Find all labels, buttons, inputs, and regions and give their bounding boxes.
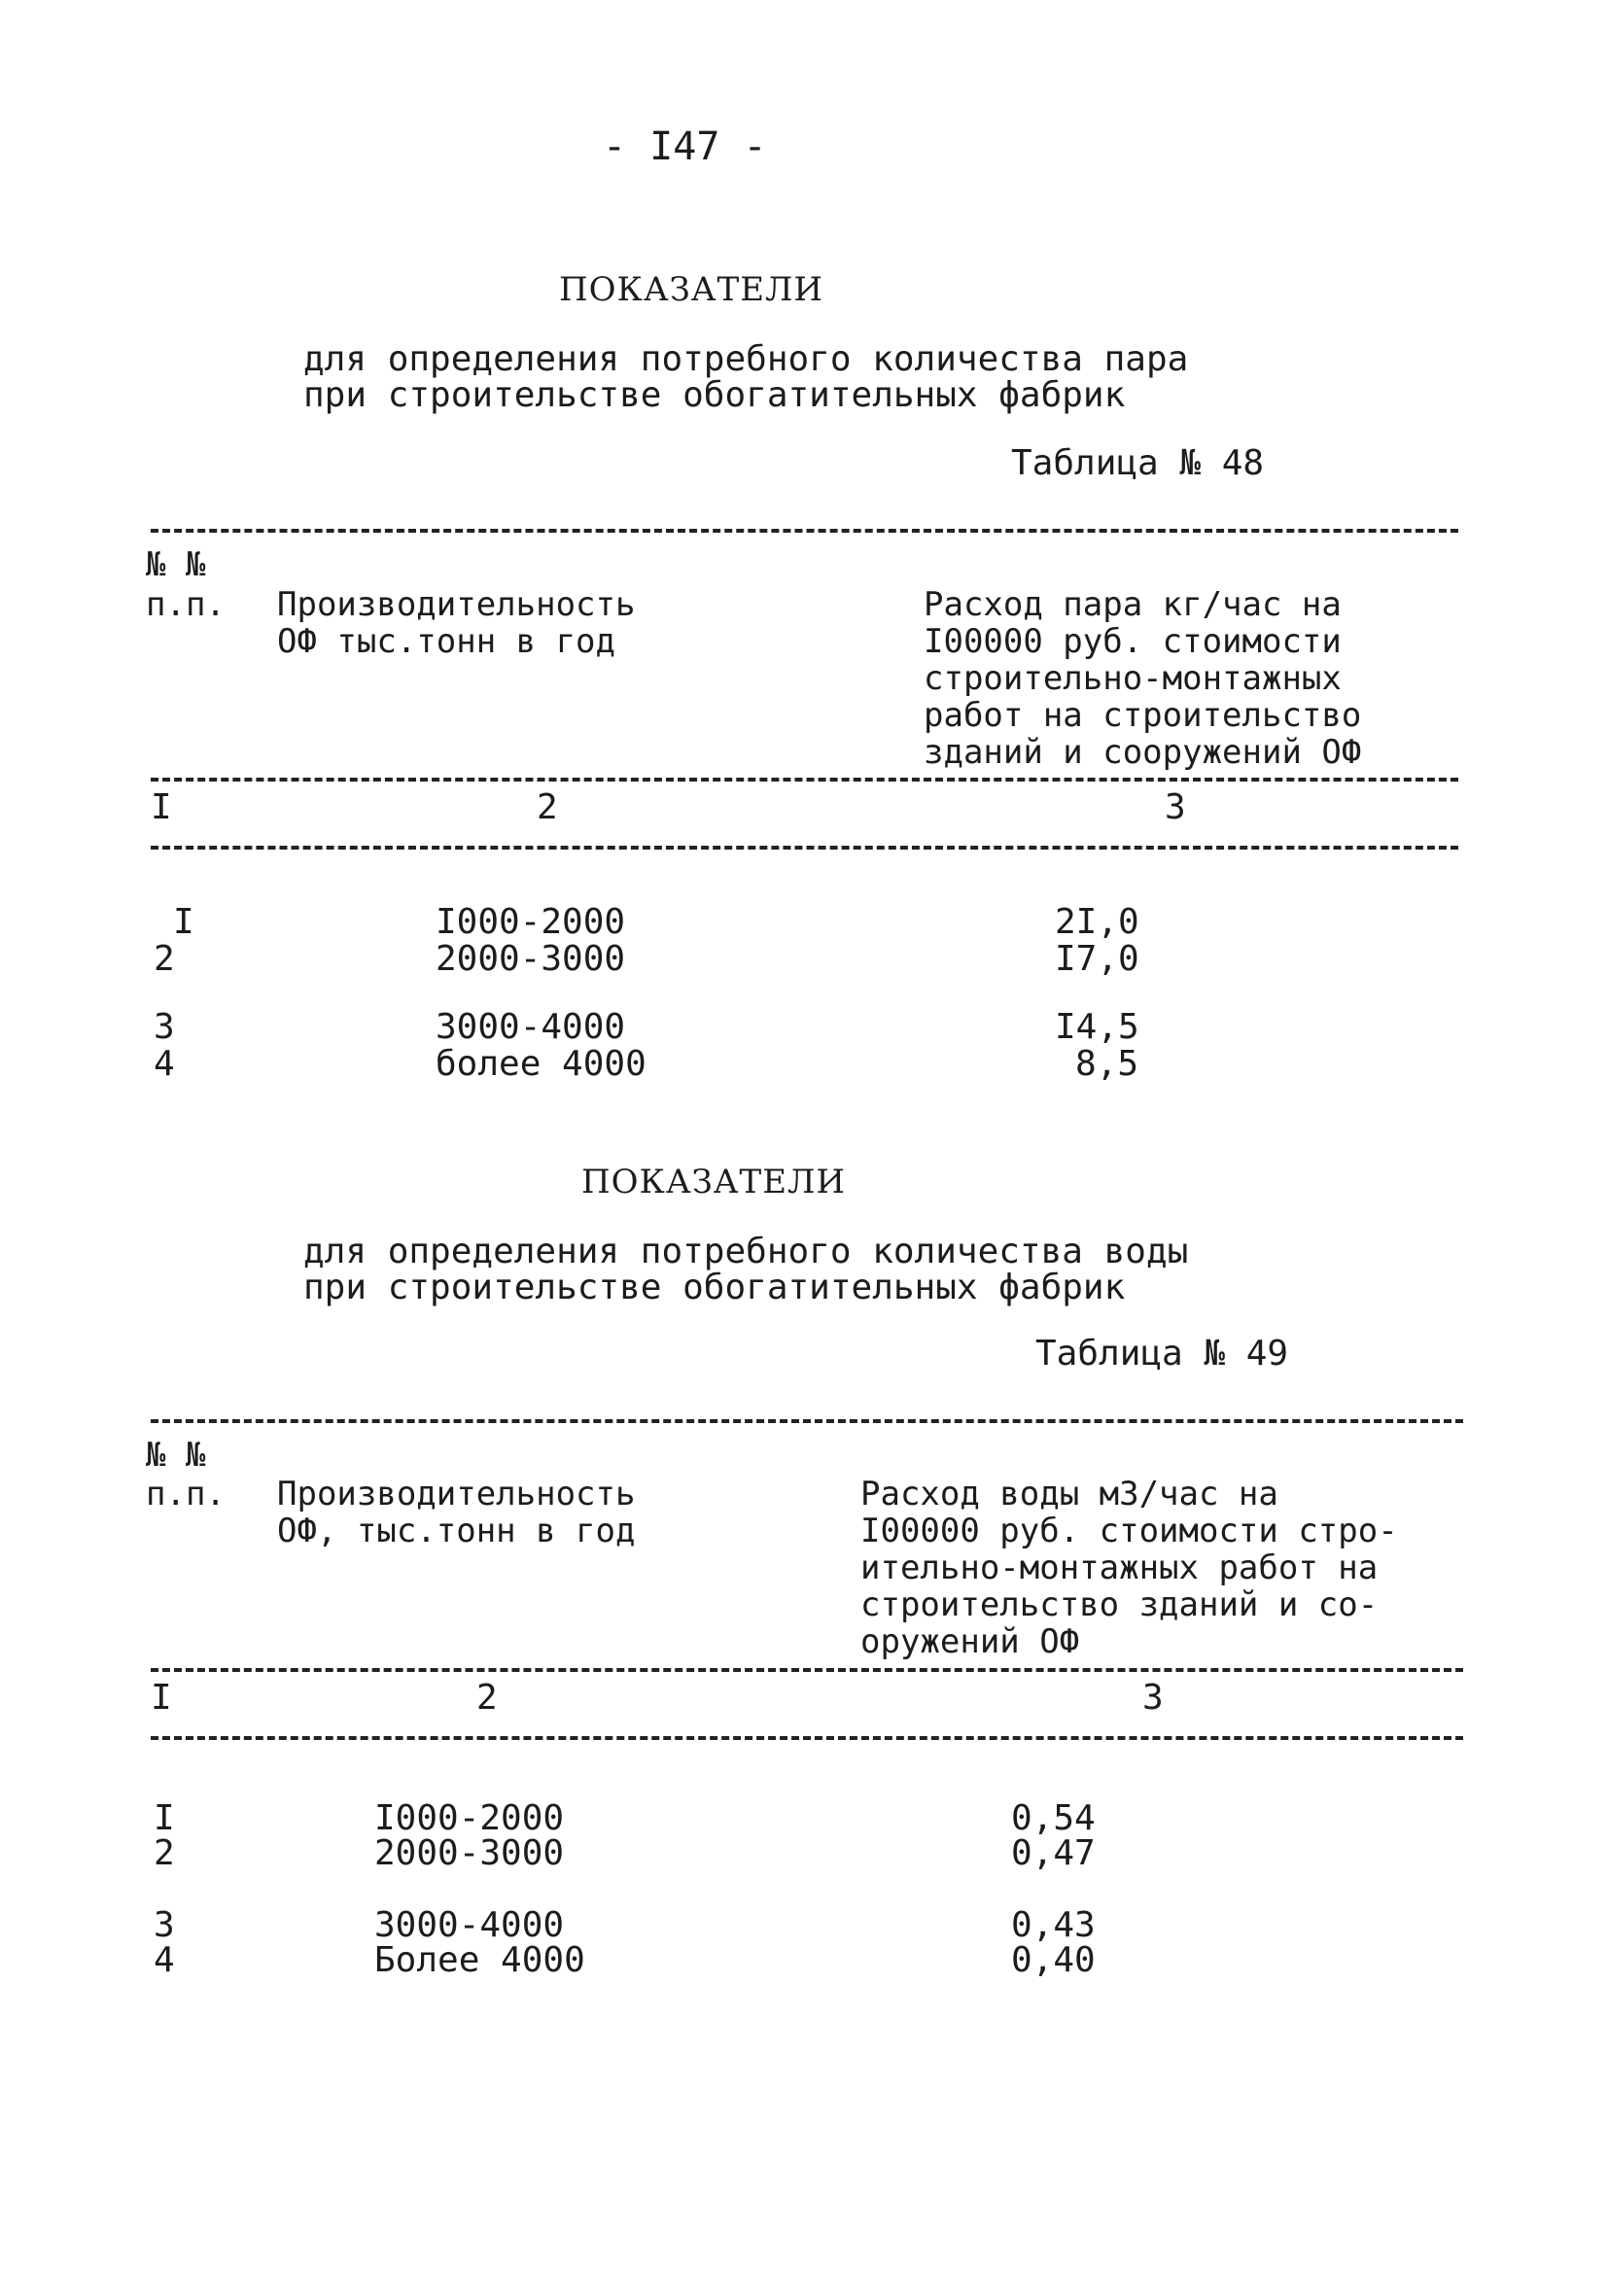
header-rate-line-3: строительно-монтажных [924, 659, 1342, 698]
header-num-line-1: № № [146, 545, 206, 584]
header-rate-line-2: I00000 руб. стоимости стро- [860, 1512, 1398, 1550]
header-capacity-line-2: ОФ тыс.тонн в год [277, 622, 615, 661]
header-num-line-2: п.п. [146, 1475, 226, 1513]
header-rate-line-5: оружений ОФ [860, 1622, 1080, 1661]
row-capacity: более 4000 [436, 1044, 647, 1084]
row-rate: 2I,0 [1055, 902, 1139, 942]
table-rule-header-bottom [151, 1668, 1463, 1672]
column-number-3: 3 [1142, 1678, 1164, 1718]
header-capacity-line-1: Производительность [277, 1475, 636, 1513]
section-subtitle-line-1: для определения потребного количества пара [303, 339, 1189, 379]
column-number-3: 3 [1165, 787, 1186, 827]
row-number: 3 [154, 1905, 175, 1945]
row-rate: 0,54 [1011, 1798, 1096, 1838]
section-title: ПОКАЗАТЕЛИ [559, 270, 824, 309]
row-rate: 0,47 [1011, 1833, 1096, 1873]
header-rate-line-1: Расход воды м3/час на [860, 1475, 1278, 1513]
table-rule-numbers-bottom [151, 846, 1458, 850]
header-num-line-2: п.п. [146, 585, 226, 624]
row-rate: I7,0 [1055, 939, 1139, 979]
row-rate: 0,43 [1011, 1905, 1096, 1945]
header-rate-line-5: зданий и сооружений ОФ [924, 733, 1362, 772]
header-rate-line-3: ительно-монтажных работ на [860, 1548, 1379, 1587]
row-capacity: I000-2000 [436, 902, 626, 942]
header-num-line-1: № № [146, 1436, 206, 1475]
header-capacity-line-1: Производительность [277, 585, 636, 624]
row-capacity: 3000-4000 [374, 1905, 565, 1945]
row-number: I [173, 902, 194, 942]
row-number: 4 [154, 1940, 175, 1980]
row-rate: 8,5 [1075, 1044, 1139, 1084]
table-rule-header-bottom [151, 778, 1458, 782]
row-capacity: Более 4000 [374, 1940, 585, 1980]
row-capacity: 2000-3000 [374, 1833, 565, 1873]
row-number: 3 [154, 1007, 175, 1047]
header-rate-line-1: Расход пара кг/час на [924, 585, 1342, 624]
section-subtitle-line-2: при строительстве обогатительных фабрик [303, 1268, 1126, 1307]
header-rate-line-4: строительство зданий и со- [860, 1585, 1379, 1624]
column-number-2: 2 [537, 787, 558, 827]
table-rule-numbers-bottom [151, 1736, 1463, 1740]
column-number-2: 2 [476, 1678, 498, 1718]
table-label: Таблица № 49 [1035, 1334, 1289, 1374]
header-rate-line-4: работ на строительство [924, 696, 1362, 735]
column-number-1: I [151, 1678, 172, 1718]
table-rule-top [151, 529, 1458, 533]
row-capacity: 3000-4000 [436, 1007, 626, 1047]
row-capacity: 2000-3000 [436, 939, 626, 979]
row-number: 4 [154, 1044, 175, 1084]
section-subtitle-line-1: для определения потребного количества воды [303, 1232, 1189, 1271]
section-title: ПОКАЗАТЕЛИ [581, 1163, 847, 1201]
table-rule-top [151, 1419, 1463, 1423]
header-rate-line-2: I00000 руб. стоимости [924, 622, 1342, 661]
row-rate: I4,5 [1055, 1007, 1139, 1047]
section-subtitle-line-2: при строительстве обогатительных фабрик [303, 375, 1126, 415]
table-label: Таблица № 48 [1011, 443, 1265, 483]
page-number: - I47 - [603, 124, 767, 169]
row-rate: 0,40 [1011, 1940, 1096, 1980]
row-number: 2 [154, 1833, 175, 1873]
row-number: 2 [154, 939, 175, 979]
header-capacity-line-2: ОФ, тыс.тонн в год [277, 1512, 636, 1550]
row-capacity: I000-2000 [374, 1798, 565, 1838]
column-number-1: I [151, 787, 172, 827]
row-number: I [154, 1798, 175, 1838]
